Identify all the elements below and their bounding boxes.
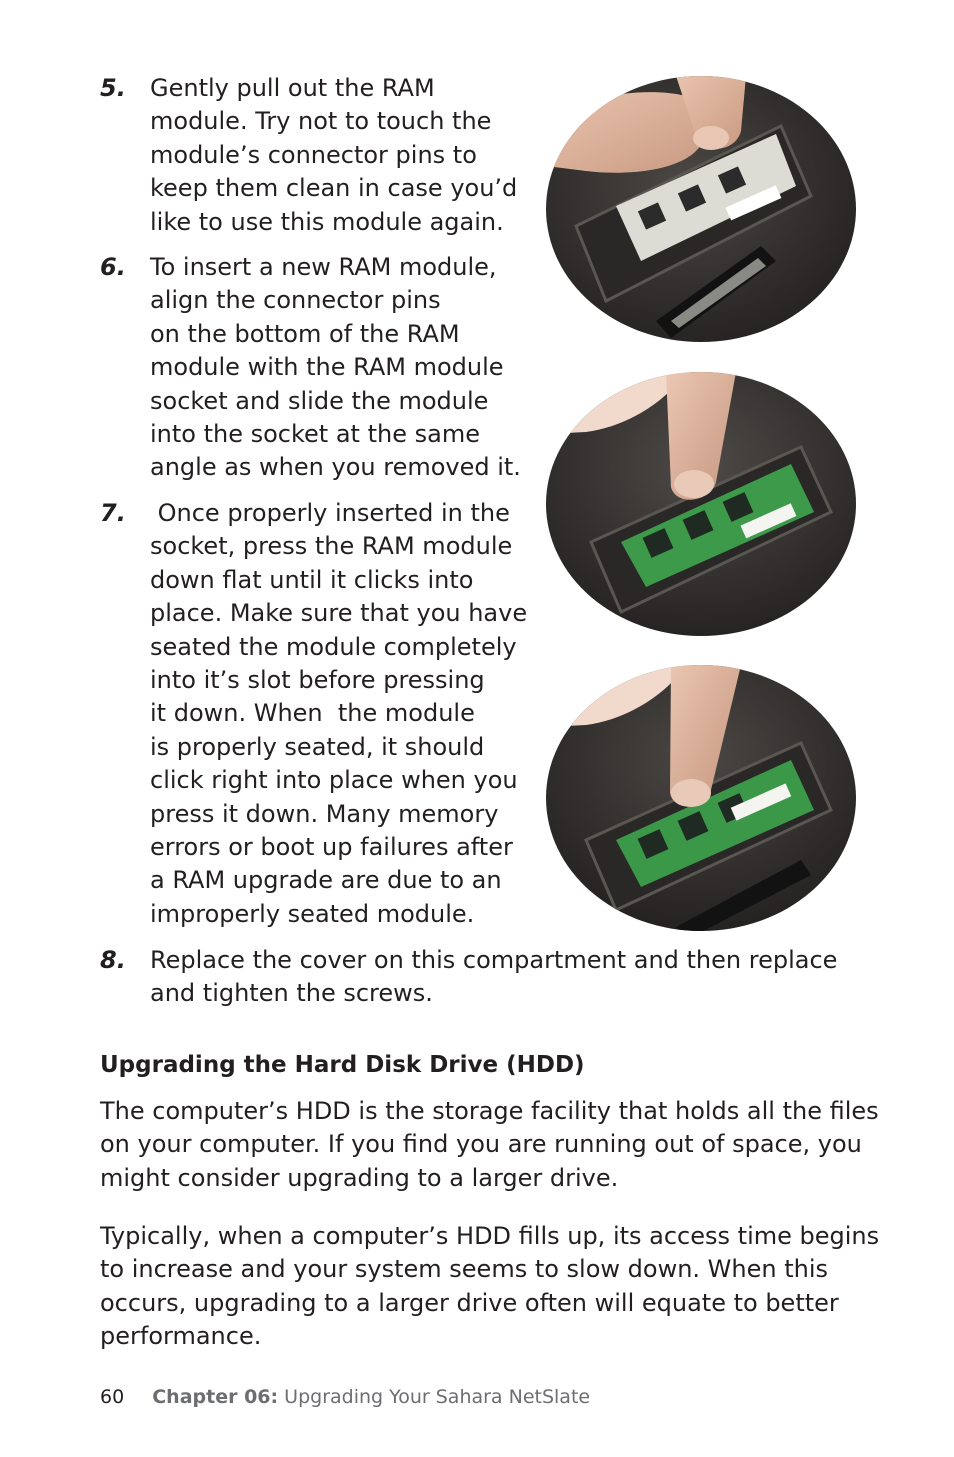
paragraph-line: Typically, when a computer’s HDD fills up, its access time begins [100, 1222, 880, 1250]
step-line: align the connector pins [150, 286, 441, 315]
step-line: place. Make sure that you have [150, 599, 528, 628]
section-heading: Upgrading the Hard Disk Drive (HDD) [100, 1052, 585, 1078]
step-line: into the socket at the same [150, 420, 480, 449]
paragraph-line: occurs, upgrading to a larger drive often will equate to better [100, 1288, 839, 1317]
body-paragraph [100, 1220, 879, 1354]
step-number: 5. [100, 74, 126, 102]
step-line: To insert a new RAM module, [150, 253, 497, 281]
step-text [150, 72, 517, 239]
step-line: module’s connector pins to [150, 140, 477, 169]
step-line: keep them clean in case you’d [150, 174, 518, 203]
paragraph-line: The computer’s HDD is the storage facility that holds all the files [100, 1097, 879, 1125]
photo-remove-ram-module [546, 76, 856, 342]
step-line: socket, press the RAM module [150, 532, 513, 561]
step-line: and tighten the screws. [150, 979, 433, 1008]
step-text [150, 944, 837, 1011]
step-number: 6. [100, 253, 126, 281]
step-text [150, 251, 521, 485]
step-line: a RAM upgrade are due to an [150, 866, 502, 895]
step-number: 8. [100, 946, 126, 974]
step-line: it down. When the module [150, 699, 475, 728]
step-line: into it’s slot before pressing [150, 666, 485, 695]
step-line: angle as when you removed it. [150, 453, 521, 482]
paragraph-line: to increase and your system seems to slow down. When this [100, 1255, 829, 1284]
step-line: is properly seated, it should [150, 732, 485, 761]
step-line: module with the RAM module [150, 353, 504, 382]
body-paragraph [100, 1095, 879, 1195]
step-line: errors or boot up failures after [150, 833, 513, 862]
step-line: click right into place when you [150, 766, 518, 795]
step-line: on the bottom of the RAM [150, 319, 460, 348]
step-line: Once properly inserted in the [150, 499, 510, 527]
step-line: seated the module completely [150, 632, 517, 661]
step-line: down flat until it clicks into [150, 565, 474, 594]
photo-insert-ram-module [546, 372, 856, 636]
step-line: Replace the cover on this compartment and then replace [150, 946, 838, 974]
step-line: like to use this module again. [150, 207, 504, 236]
paragraph-line: might consider upgrading to a larger drive. [100, 1163, 619, 1192]
step-line: Gently pull out the RAM [150, 74, 435, 102]
step-line: improperly seated module. [150, 899, 475, 928]
step-number: 7. [100, 499, 126, 527]
step-line: press it down. Many memory [150, 799, 499, 828]
page-footer [100, 1385, 590, 1409]
paragraph-line: performance. [100, 1322, 262, 1351]
photo-seat-ram-module [546, 665, 856, 931]
page-number: 60 [100, 1386, 125, 1408]
footer-chapter: Chapter 06: [152, 1386, 279, 1408]
step-line: socket and slide the module [150, 386, 489, 415]
paragraph-line: on your computer. If you find you are running out of space, you [100, 1130, 862, 1159]
step-text [150, 497, 527, 931]
step-line: module. Try not to touch the [150, 107, 492, 136]
footer-chapter-title: Upgrading Your Sahara NetSlate [284, 1386, 591, 1408]
